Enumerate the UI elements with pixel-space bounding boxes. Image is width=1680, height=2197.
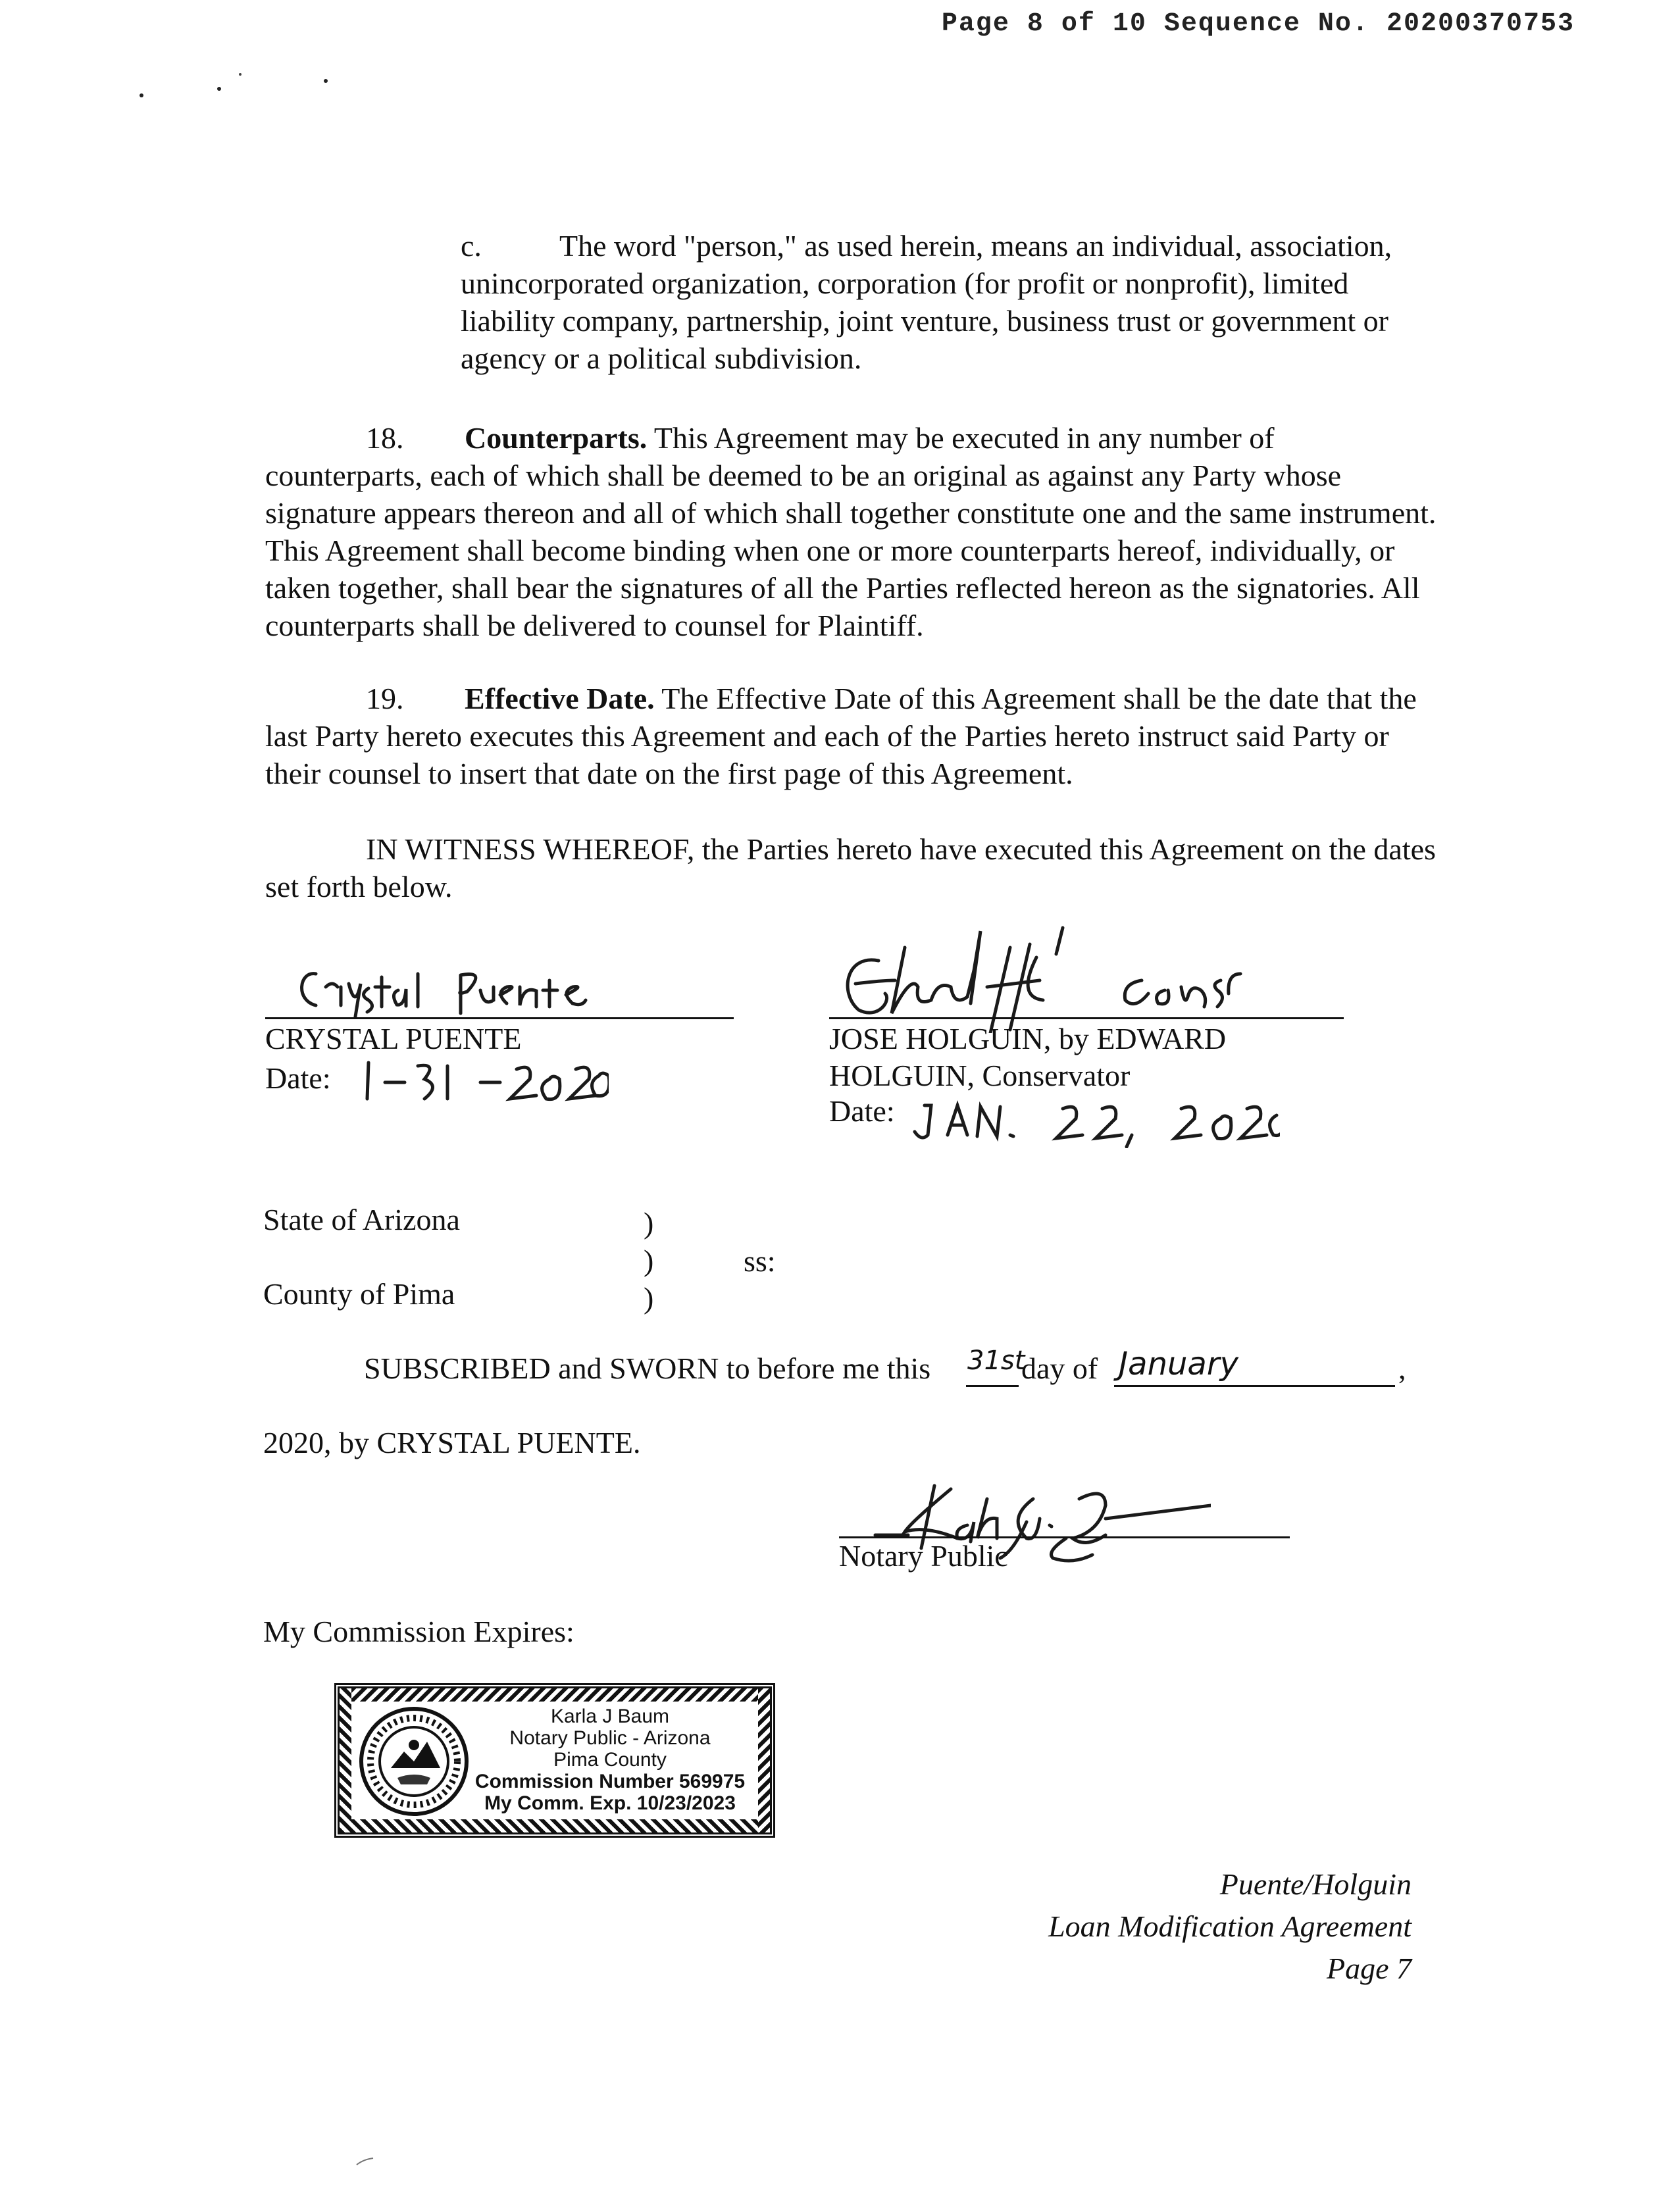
- jurat-day-of: day of: [1021, 1351, 1098, 1385]
- venue-county: County of Pima: [263, 1277, 455, 1311]
- signatory-right-date-label: Date:: [829, 1094, 895, 1128]
- witness-clause: [265, 830, 1437, 905]
- jurat-prefix: SUBSCRIBED and SWORN to before me this: [364, 1351, 931, 1385]
- section-18: [265, 419, 1437, 644]
- seal-commission-expiry: My Comm. Exp. 10/23/2023: [484, 1792, 736, 1814]
- seal-border-top: [340, 1688, 770, 1702]
- venue-ss: ss:: [744, 1244, 776, 1278]
- commission-expires-label: My Commission Expires:: [263, 1615, 574, 1648]
- footer-page-number: Page 7: [1326, 1952, 1412, 1985]
- clause-c-letter: c.: [461, 229, 482, 263]
- jurat-comma: ,: [1398, 1351, 1406, 1385]
- signatory-left-date-handwritten: [359, 1049, 609, 1109]
- jurat-day-handwritten: 31st: [967, 1346, 1025, 1376]
- jurat-month-blank: [1114, 1385, 1395, 1387]
- footer-case-name: Puente/Holguin: [1219, 1867, 1412, 1901]
- seal-county: Pima County: [553, 1749, 667, 1771]
- seal-border-bottom: [340, 1819, 770, 1832]
- notary-seal-stamp: [334, 1683, 775, 1838]
- scan-specks: [135, 63, 345, 115]
- venue-paren-2: ): [644, 1244, 654, 1277]
- signatory-right-name-line2: HOLGUIN, Conservator: [829, 1059, 1131, 1092]
- seal-border-right: [758, 1688, 770, 1832]
- section-18-number: 18.: [366, 421, 404, 455]
- signature-edward-holguin: [832, 921, 1346, 1033]
- page-footer: [819, 1863, 1412, 1990]
- jurat-line2: 2020, by CRYSTAL PUENTE.: [263, 1426, 641, 1459]
- page-sequence-stamp: Page 8 of 10 Sequence No. 20200370753: [941, 9, 1575, 39]
- signature-crystal-puente: [290, 947, 658, 1020]
- clause-c-text: The word "person," as used herein, means an individual, association, unincorporated organization, corporation (for profit or nonprofit), limited liability company, partnership, joint venture, business trust or government or agency or a political subdivision.: [461, 229, 1392, 375]
- clause-c: [461, 227, 1435, 377]
- signatory-left-name: CRYSTAL PUENTE: [265, 1022, 522, 1055]
- section-19: [265, 680, 1437, 792]
- signatory-right-name-line1: JOSE HOLGUIN, by EDWARD: [829, 1022, 1227, 1055]
- seal-commission-number: Commission Number 569975: [474, 1771, 746, 1792]
- seal-text-block: [470, 1705, 750, 1814]
- signatory-left-date-label: Date:: [265, 1061, 331, 1095]
- footer-document-title: Loan Modification Agreement: [1048, 1909, 1412, 1943]
- jurat-day-blank: [966, 1385, 1019, 1387]
- witness-text: IN WITNESS WHEREOF, the Parties hereto have executed this Agreement on the dates set forth below.: [265, 832, 1436, 903]
- signature-line-left: [265, 1017, 734, 1019]
- venue-state: State of Arizona: [263, 1203, 460, 1236]
- notary-public-label: Notary Public: [839, 1539, 1008, 1573]
- section-18-text: This Agreement may be executed in any number of counterparts, each of which shall be deemed to be an original as against any Party whose signature appears thereon and all of which shall together constitute one and the same instrument. This Agreement shall become binding when one or more counterparts hereof, individually, or taken together, shall bear the signatures of all the Parties reflected hereon as the signatories. All counterparts shall be delivered to counsel for Plaintiff.: [265, 421, 1437, 642]
- seal-notary-name: Karla J Baum: [550, 1705, 670, 1727]
- jurat-month-handwritten: January: [1119, 1346, 1238, 1382]
- scan-speck-bottom: [355, 2155, 375, 2168]
- arizona-state-seal-emblem: [358, 1705, 470, 1817]
- section-18-heading: Counterparts.: [465, 421, 648, 455]
- signatory-right-date-handwritten: [911, 1089, 1280, 1148]
- venue-paren-3: ): [644, 1281, 654, 1315]
- section-19-number: 19.: [366, 682, 404, 715]
- venue-paren-1: ): [644, 1206, 654, 1240]
- signature-line-right: [829, 1017, 1344, 1019]
- section-19-text: The Effective Date of this Agreement shall be the date that the last Party hereto executes this Agreement and each of the Parties hereto instruct said Party or their counsel to insert that date on the first page of this Agreement.: [265, 682, 1417, 790]
- seal-border-left: [340, 1688, 351, 1832]
- section-19-heading: Effective Date.: [465, 682, 655, 715]
- seal-notary-title: Notary Public - Arizona: [509, 1727, 711, 1749]
